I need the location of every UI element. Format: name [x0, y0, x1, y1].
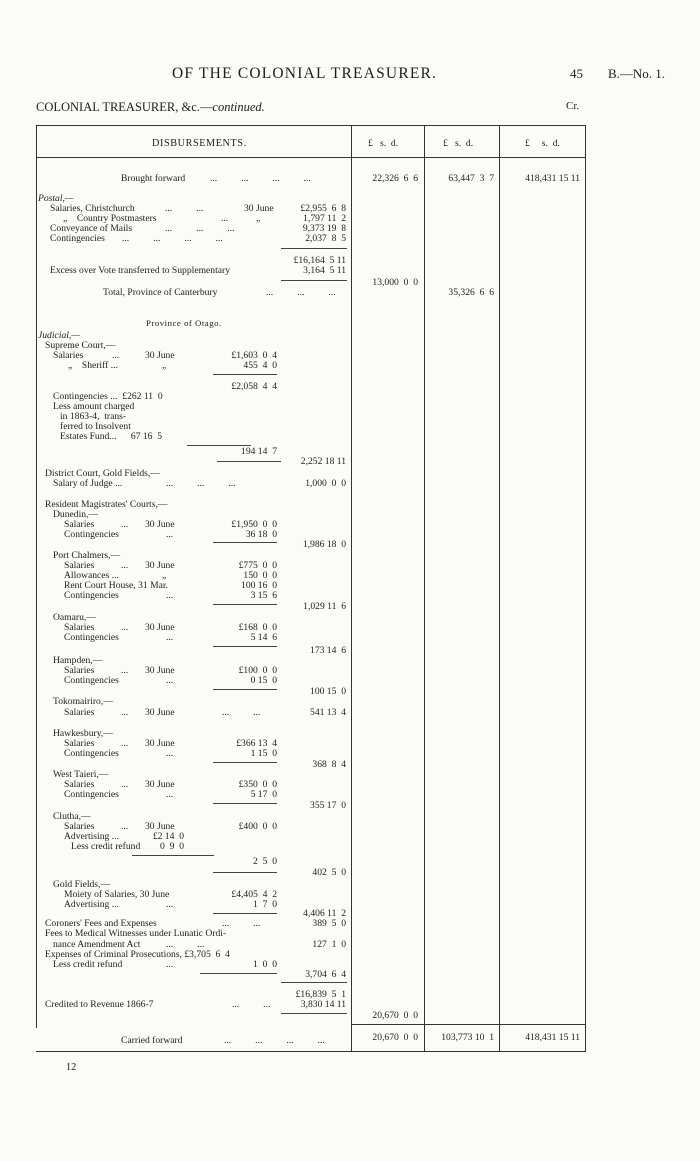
date-label: 30 June: [145, 779, 175, 790]
expenses-total: 3,704 6 4: [305, 969, 346, 980]
dunedin-heading: Dunedin,—: [53, 509, 99, 520]
rule: [281, 280, 347, 281]
fees-label-continued: nance Amendment Act: [53, 939, 141, 950]
judge-label: Salary of Judge ...: [53, 478, 123, 489]
salaries-label: Salaries: [64, 665, 95, 676]
less-charged-line: in 1863-4, trans-: [60, 411, 127, 422]
west-taieri-heading: West Taieri,—: [53, 769, 109, 780]
col2-border: [424, 125, 425, 1052]
less-charged-line: Estates Fund... 67 16 5: [60, 431, 163, 442]
less-credit-refund-label: Less credit refund: [53, 959, 123, 970]
pc-salaries-amount: £775 0 0: [238, 560, 277, 571]
dunedin-contingencies-amount: 36 18 0: [245, 529, 277, 540]
hampden-total: 100 15 0: [310, 686, 346, 697]
rule: [213, 542, 277, 543]
rule: [213, 762, 277, 763]
dots: ...: [166, 632, 174, 643]
supreme-salaries-amount: £1,603 0 4: [231, 350, 277, 361]
tokomairiro-heading: Tokomairiro,—: [53, 696, 113, 707]
contingencies-label: Contingencies: [64, 529, 119, 540]
clutha-refund-amount: 0 9 0: [160, 841, 184, 852]
page-title: OF THE COLONIAL TREASURER.: [172, 65, 438, 82]
dots: ...: [121, 665, 129, 676]
gold-fields-heading: Gold Fields,—: [53, 879, 111, 890]
allowances-label: Allowances ...: [64, 570, 119, 581]
supreme-subtotal: £2,058 4 4: [231, 381, 277, 392]
postal-row-amount: £2,955 6 8: [300, 203, 346, 214]
page-number: 45: [570, 66, 583, 81]
tokomairiro-total: 541 13 4: [310, 707, 346, 718]
otago-subtotal: £16,839 5 1: [295, 989, 346, 1000]
excess-label: Excess over Vote transferred to Supplementary: [50, 265, 231, 276]
postal-row-dots: ... ... ...: [165, 223, 235, 234]
document-ref: B.—No. 1.: [608, 66, 666, 81]
brought-forward-col1: 22,326 6 6: [372, 173, 418, 184]
rule: [213, 803, 277, 804]
contingencies-label: Contingencies: [64, 675, 119, 686]
salaries-label: Salaries: [64, 821, 95, 832]
rent-label: Rent Court House, 31 Mar.: [64, 580, 168, 591]
side-label: Cr.: [566, 100, 580, 112]
rule: [213, 604, 277, 605]
oamaru-total: 173 14 6: [310, 645, 346, 656]
col1-header: £ s. d.: [368, 138, 399, 149]
dots: ... ...: [222, 707, 261, 718]
clutha-net: 2 5 0: [253, 856, 277, 867]
clutha-heading: Clutha,—: [53, 811, 91, 822]
postal-col1-total: 13,000 0 0: [372, 277, 418, 288]
postal-heading: Postal,—: [38, 193, 74, 204]
gold-fields-moiety-amount: £4,405 4 2: [231, 889, 277, 900]
port-chalmers-heading: Port Chalmers,—: [53, 550, 121, 561]
otago-col1-total: 20,670 0 0: [372, 1010, 418, 1021]
fees-amount: 127 1 0: [312, 939, 346, 950]
advertising-label: Advertising ...: [64, 831, 119, 842]
judicial-heading: Judicial,—: [38, 330, 80, 341]
hampden-heading: Hampden,—: [53, 655, 103, 666]
sheriff-label: „ Sheriff ...: [68, 360, 118, 371]
ditto-mark: „: [162, 360, 167, 371]
gold-fields-advertising-label: Advertising ...: [64, 899, 119, 910]
ditto-mark: „: [162, 570, 167, 581]
dots: ...: [166, 748, 174, 759]
col3-border: [499, 125, 500, 1052]
supreme-total: 2,252 18 11: [300, 456, 346, 467]
expenses-label: Expenses of Criminal Prosecutions, £3,705 6 4: [45, 949, 230, 960]
postal-row-dots: ... ... ... ...: [122, 233, 223, 244]
gold-fields-advertising-amount: 1 7 0: [253, 899, 277, 910]
postal-row-amount: 1,797 11 2: [303, 213, 346, 224]
contingencies-label: Contingencies: [64, 590, 119, 601]
less-charged-line: ferred to Insolvent: [60, 421, 131, 432]
postal-row-dots: ...: [221, 213, 229, 224]
dots: ...: [121, 738, 129, 749]
rule: [200, 973, 277, 974]
oamaru-salaries-amount: £168 0 0: [238, 622, 277, 633]
date-label: 30 June: [145, 821, 175, 832]
col2-header: £ s. d.: [443, 138, 474, 149]
postal-row-label: „ Country Postmasters: [63, 213, 157, 224]
salaries-label: Salaries: [64, 519, 95, 530]
hampden-contingencies-amount: 0 15 0: [250, 675, 277, 686]
less-credit-refund-label: Less credit refund: [71, 841, 141, 852]
pc-rent-amount: 100 16 0: [241, 580, 277, 591]
hampden-salaries-amount: £100 0 0: [238, 665, 277, 676]
postal-row-label: Contingencies: [50, 233, 105, 244]
dots: ... ... ...: [166, 478, 236, 489]
table-top-rule: [36, 125, 586, 126]
supreme-contingencies: Contingencies ... £262 11 0: [53, 391, 163, 402]
dots: ...: [166, 959, 174, 970]
salaries-label: Salaries: [64, 560, 95, 571]
col1-border: [351, 125, 352, 1052]
rule: [281, 248, 347, 249]
dots: ...: [166, 675, 174, 686]
dots: ... ...: [166, 939, 205, 950]
rule: [213, 872, 277, 873]
table-right-border: [585, 125, 586, 1052]
pc-contingencies-amount: 3 15 6: [250, 590, 277, 601]
oamaru-contingencies-amount: 5 14 6: [250, 632, 277, 643]
continuation-title: COLONIAL TREASURER, &c.—continued.: [36, 100, 265, 114]
dots: ...: [121, 560, 129, 571]
date-label: 30 June: [145, 665, 175, 676]
rule: [213, 646, 277, 647]
pc-total: 1,029 11 6: [303, 601, 346, 612]
postal-subtotal: £16,164 5 11: [293, 255, 346, 266]
rule: [281, 982, 347, 983]
canterbury-total-col2: 35,326 6 6: [448, 287, 494, 298]
brought-forward-col2: 63,447 3 7: [448, 173, 494, 184]
resident-magistrates-heading: Resident Magistrates' Courts,—: [45, 499, 168, 510]
contingencies-label: Contingencies: [64, 632, 119, 643]
col3-header: £ s. d.: [525, 138, 560, 149]
salaries-label: Salaries: [64, 738, 95, 749]
dots: ...: [121, 821, 129, 832]
excess-amount: 3,164 5 11: [303, 265, 346, 276]
carried-forward-col1: 20,670 0 0: [372, 1032, 418, 1043]
supreme-salaries-date: 30 June: [145, 350, 175, 361]
table-bottom-rule: [36, 1051, 586, 1052]
carried-forward-label: Carried forward: [121, 1035, 183, 1046]
brought-forward-col3: 418,431 15 11: [525, 173, 580, 184]
carried-forward-col3: 418,431 15 11: [525, 1032, 580, 1043]
salaries-label: Salaries: [64, 779, 95, 790]
footer-page-number: 12: [66, 1062, 77, 1073]
dots: ...: [112, 350, 120, 361]
postal-row-label: Conveyance of Mails: [50, 223, 133, 234]
otago-heading: Province of Otago.: [146, 318, 222, 328]
contingencies-label: Contingencies: [64, 748, 119, 759]
rule: [213, 689, 277, 690]
supreme-court-heading: Supreme Court,—: [45, 340, 116, 351]
rule: [281, 1013, 347, 1014]
clutha-salaries-amount: £400 0 0: [238, 821, 277, 832]
dots: ...: [166, 590, 174, 601]
canterbury-total-dots: ... ... ...: [266, 287, 336, 298]
date-label: 30 June: [145, 622, 175, 633]
west-taieri-salaries-amount: £350 0 0: [238, 779, 277, 790]
less-net: 194 14 7: [241, 446, 277, 457]
dunedin-total: 1,986 18 0: [302, 539, 346, 550]
dots: ...: [166, 529, 174, 540]
salaries-label: Salaries: [64, 707, 95, 718]
brought-forward-dots: ... ... ... ...: [210, 173, 311, 184]
moiety-label: Moiety of Salaries, 30 June: [64, 889, 170, 900]
district-court-heading: District Court, Gold Fields,—: [45, 468, 160, 479]
dots: ...: [121, 707, 129, 718]
contingencies-label: Contingencies: [64, 789, 119, 800]
canterbury-total-label: Total, Province of Canterbury: [103, 287, 218, 298]
table-left-border: [36, 125, 37, 1028]
postal-row-label: Salaries, Christchurch: [50, 203, 135, 214]
date-label: 30 June: [145, 519, 175, 530]
fees-label: Fees to Medical Witnesses under Lunatic Ordi-: [45, 928, 227, 939]
credited-label: Credited to Revenue 1866-7: [45, 999, 154, 1010]
hawkesbury-heading: Hawkesbury,—: [53, 728, 113, 739]
hawkesbury-salaries-amount: £366 13 4: [236, 738, 277, 749]
table-header-rule: [36, 157, 586, 158]
postal-row-dots: ... ...: [165, 203, 204, 214]
coroners-label: Coroners' Fees and Expenses: [45, 918, 157, 929]
judge-amount: 1,000 0 0: [305, 478, 346, 489]
date-label: 30 June: [145, 560, 175, 571]
dots: ... ...: [232, 999, 271, 1010]
carried-forward-col2: 103,773 10 1: [441, 1032, 494, 1043]
pc-allowances-amount: 150 0 0: [243, 570, 277, 581]
hawkesbury-contingencies-amount: 1 15 0: [250, 748, 277, 759]
clutha-total: 402 5 0: [312, 867, 346, 878]
west-taieri-total: 355 17 0: [310, 800, 346, 811]
clutha-advertising-amount: £2 14 0: [152, 831, 184, 842]
postal-row-amount: 9,373 19 8: [302, 223, 346, 234]
disbursements-heading: DISBURSEMENTS.: [152, 138, 247, 149]
less-charged-line: Less amount charged: [53, 401, 135, 412]
dots: ...: [121, 779, 129, 790]
dunedin-salaries-amount: £1,950 0 0: [231, 519, 277, 530]
brought-forward-label: Brought forward: [121, 173, 186, 184]
oamaru-heading: Oamaru,—: [53, 612, 96, 623]
coroners-amount: 389 5 0: [312, 918, 346, 929]
postal-row-date: 30 June: [244, 203, 274, 214]
rule: [213, 374, 277, 375]
west-taieri-contingencies-amount: 5 17 0: [250, 789, 277, 800]
carried-forward-dots: ... ... ... ...: [224, 1035, 325, 1046]
dots: ... ...: [222, 918, 261, 929]
date-label: 30 June: [145, 738, 175, 749]
expenses-refund-amount: 1 0 0: [253, 959, 277, 970]
supreme-salaries-label: Salaries: [53, 350, 84, 361]
date-label: 30 June: [145, 707, 175, 718]
salaries-label: Salaries: [64, 622, 95, 633]
sheriff-amount: 455 4 0: [243, 360, 277, 371]
gold-fields-total: 4,406 11 2: [303, 908, 346, 919]
dots: ...: [166, 789, 174, 800]
credited-amount: 3,830 14 11: [300, 999, 346, 1010]
postal-row-date: „: [256, 213, 261, 224]
hawkesbury-total: 368 8 4: [312, 759, 346, 770]
rule: [132, 855, 214, 856]
dots: ...: [121, 519, 129, 530]
postal-row-amount: 2,037 8 5: [305, 233, 346, 244]
carried-forward-rule: [351, 1024, 585, 1025]
dots: ...: [166, 899, 174, 910]
rule: [213, 913, 277, 914]
dots: ...: [121, 622, 129, 633]
